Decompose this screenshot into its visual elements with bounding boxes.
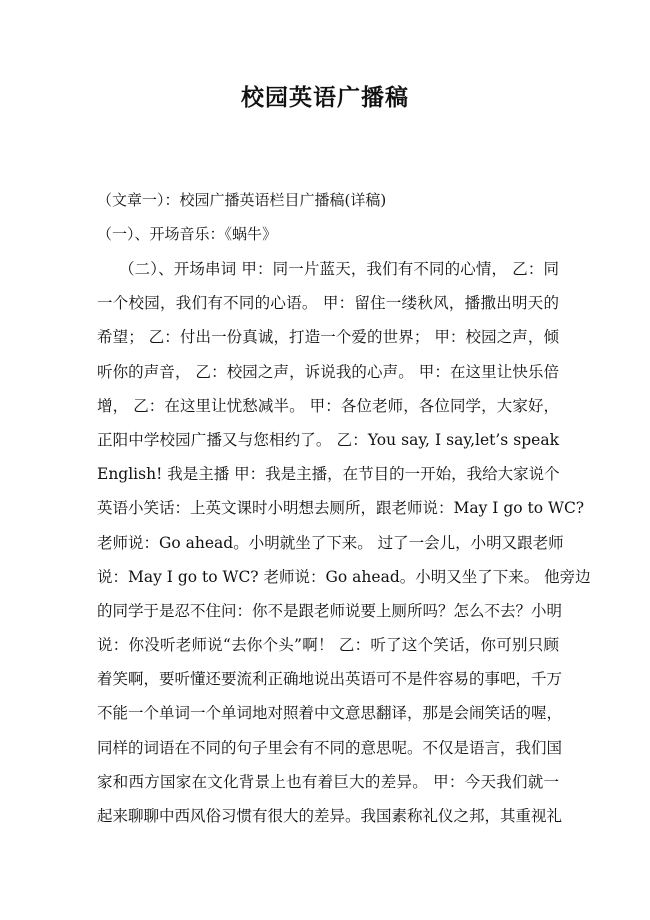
body-line: 同样的词语在不同的句子里会有不同的意思呢。不仅是语言，我们国 [97,738,563,757]
body-line: 老师说：Go ahead。小明就坐了下来。 过了一会儿，小明又跟老师 [97,533,564,552]
body-line: 英语小笑话：上英文课时小明想去厕所，跟老师说：May I go to WC? [97,499,585,518]
body-line: 一个校园，我们有不同的心语。 甲：留住一缕秋风，播撒出明天的 [97,294,559,313]
body-line: 增， 乙：在这里让忧愁减半。 甲：各位老师，各位同学，大家好， [97,396,559,415]
body-line: 家和西方国家在文化背景上也有着巨大的差异。 甲：今天我们就一 [97,772,559,791]
body-line: 的同学于是忍不住问：你不是跟老师说要上厕所吗？怎么不去？小明 [97,601,563,620]
intro-line-article: （文章一）：校园广播英语栏目广播稿(详稿) [97,191,387,209]
body-line: English! 我是主播 甲：我是主播，在节目的一开始，我给大家说个 [97,465,560,484]
body-line: （二）、开场串词 甲：同一片蓝天，我们有不同的心情， 乙：同 [119,260,559,278]
body-line: 希望； 乙：付出一份真诚，打造一个爱的世界； 甲：校园之声，倾 [97,328,559,347]
body-line: 不能一个单词一个单词地对照着中文意思翻译，那是会闹笑话的喔， [97,704,563,723]
body-line: 正阳中学校园广播又与您相约了。 乙：You say, I say,let’s speak [97,430,559,449]
intro-line-music: （一）、开场音乐：《蜗牛》 [97,225,278,243]
body-line: 着笑啊，要听懂还要流利正确地说出英语可不是件容易的事吧，千万 [97,670,563,689]
document-title: 校园英语广播稿 [241,84,409,111]
body-text [97,252,591,833]
body-line: 起来聊聊中西风俗习惯有很大的差异。我国素称礼仪之邦，其重视礼 [97,807,563,825]
body-line: 说：你没听老师说“去你个头”啊！ 乙：听了这个笑话，你可别只顾 [97,636,559,655]
body-line: 听你的声音， 乙：校园之声，诉说我的心声。 甲：在这里让快乐倍 [97,362,559,381]
body-line: 说：May I go to WC? 老师说：Go ahead。小明又坐了下来。 他旁边 [97,567,591,586]
